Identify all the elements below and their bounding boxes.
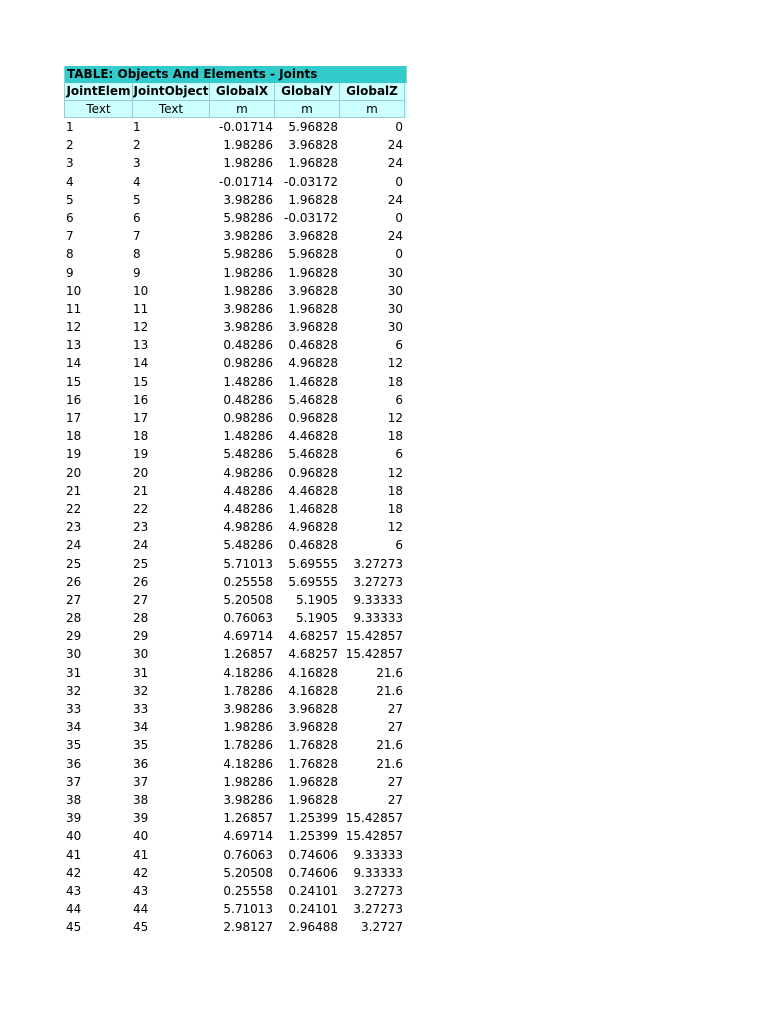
cell-globalx: 5.98286 bbox=[223, 247, 273, 262]
table-row bbox=[64, 773, 407, 791]
cell-jointobject: 3 bbox=[133, 156, 141, 171]
table-row bbox=[64, 173, 407, 191]
table-row bbox=[64, 755, 407, 773]
cell-jointelem: 27 bbox=[66, 592, 82, 607]
cell-globaly: 4.46828 bbox=[288, 483, 338, 498]
unit-jointobject: Text bbox=[133, 101, 210, 118]
table-row bbox=[64, 136, 407, 154]
table-row bbox=[64, 882, 407, 900]
table-row bbox=[64, 791, 407, 809]
cell-globalx: 4.18286 bbox=[223, 756, 273, 771]
cell-globalz: 27 bbox=[387, 702, 403, 716]
cell-globalx: 4.69714 bbox=[223, 629, 273, 644]
table-row bbox=[64, 500, 407, 518]
cell-globalz: 9.33333 bbox=[353, 592, 403, 607]
cell-jointobject: 19 bbox=[133, 447, 149, 462]
cell-globalx: 3.98286 bbox=[223, 702, 273, 716]
cell-globalx: 0.76063 bbox=[223, 611, 273, 626]
table-row bbox=[64, 609, 407, 627]
cell-globalz: 30 bbox=[387, 283, 403, 298]
table-row bbox=[64, 809, 407, 827]
cell-globaly: 5.1905 bbox=[296, 611, 338, 626]
cell-globalz: 6 bbox=[395, 447, 403, 462]
table-row bbox=[64, 482, 407, 500]
table-row bbox=[64, 645, 407, 663]
cell-globalz: 3.27273 bbox=[353, 556, 403, 571]
cell-globalx: 2.98127 bbox=[223, 920, 273, 935]
header-globalx: GlobalX bbox=[210, 83, 275, 101]
cell-globaly: 3.96828 bbox=[288, 702, 338, 716]
table-row bbox=[64, 682, 407, 700]
cell-globaly: 1.46828 bbox=[288, 374, 338, 389]
cell-globalx: 4.69714 bbox=[223, 829, 273, 844]
table-row bbox=[64, 573, 407, 591]
cell-globalz: 3.2727 bbox=[361, 920, 403, 935]
cell-jointobject: 9 bbox=[133, 265, 141, 280]
table-row bbox=[64, 864, 407, 882]
cell-globaly: 3.96828 bbox=[288, 320, 338, 335]
cell-globalz: 12 bbox=[387, 356, 403, 371]
cell-jointobject: 45 bbox=[133, 920, 149, 935]
cell-jointelem: 16 bbox=[66, 392, 82, 407]
cell-jointelem: 7 bbox=[66, 229, 74, 244]
cell-globaly: 4.96828 bbox=[288, 520, 338, 535]
cell-globalx: -0.01714 bbox=[219, 174, 273, 189]
cell-globalz: 30 bbox=[387, 320, 403, 335]
cell-globalx: 1.26857 bbox=[223, 647, 273, 662]
cell-globalx: 3.98286 bbox=[223, 792, 273, 807]
table-row bbox=[64, 591, 407, 609]
cell-globalz: 0 bbox=[395, 210, 403, 225]
table-row bbox=[64, 300, 407, 318]
cell-globaly: 1.96828 bbox=[288, 792, 338, 807]
header-row bbox=[64, 83, 407, 101]
cell-globaly: 4.46828 bbox=[288, 429, 338, 444]
cell-jointobject: 42 bbox=[133, 865, 149, 880]
table-row bbox=[64, 318, 407, 336]
table-row bbox=[64, 827, 407, 845]
cell-globalx: 3.98286 bbox=[223, 320, 273, 335]
cell-jointobject: 16 bbox=[133, 392, 149, 407]
cell-globaly: 1.76828 bbox=[288, 756, 338, 771]
header-globalz: GlobalZ bbox=[340, 83, 405, 101]
cell-globaly: 5.96828 bbox=[288, 247, 338, 262]
cell-globalx: 5.20508 bbox=[223, 592, 273, 607]
cell-globalz: 21.6 bbox=[376, 756, 403, 771]
cell-globalx: 5.98286 bbox=[223, 210, 273, 225]
unit-jointelem: Text bbox=[64, 101, 133, 118]
cell-jointobject: 18 bbox=[133, 429, 149, 444]
table-row bbox=[64, 191, 407, 209]
cell-jointelem: 39 bbox=[66, 811, 82, 826]
cell-globaly: 1.96828 bbox=[288, 774, 338, 789]
header-globaly: GlobalY bbox=[275, 83, 340, 101]
cell-globalz: 18 bbox=[387, 429, 403, 444]
cell-globaly: 4.68257 bbox=[288, 647, 338, 662]
cell-jointelem: 17 bbox=[66, 411, 82, 425]
table-row bbox=[64, 445, 407, 463]
cell-jointelem: 37 bbox=[66, 774, 82, 789]
cell-jointobject: 39 bbox=[133, 811, 149, 826]
table-row bbox=[64, 245, 407, 263]
cell-jointelem: 18 bbox=[66, 429, 82, 444]
cell-jointelem: 2 bbox=[66, 138, 74, 153]
cell-jointelem: 6 bbox=[66, 210, 74, 225]
cell-globalz: 24 bbox=[387, 138, 403, 153]
cell-globalx: 4.98286 bbox=[223, 465, 273, 480]
cell-globaly: 3.96828 bbox=[288, 229, 338, 244]
cell-jointobject: 26 bbox=[133, 574, 149, 589]
cell-jointelem: 42 bbox=[66, 865, 82, 880]
cell-globaly: 0.96828 bbox=[288, 465, 338, 480]
cell-globaly: 1.46828 bbox=[288, 501, 338, 516]
cell-globalz: 27 bbox=[387, 720, 403, 735]
cell-globaly: 1.96828 bbox=[288, 156, 338, 171]
cell-globalx: 5.20508 bbox=[223, 865, 273, 880]
cell-globalz: 21.6 bbox=[376, 665, 403, 680]
cell-jointobject: 34 bbox=[133, 720, 149, 735]
cell-globalz: 18 bbox=[387, 483, 403, 498]
cell-jointobject: 40 bbox=[133, 829, 149, 844]
cell-globaly: 0.96828 bbox=[288, 411, 338, 425]
table-title: TABLE: Objects And Elements - Joints bbox=[64, 66, 407, 83]
joints-table bbox=[64, 66, 407, 936]
cell-jointobject: 24 bbox=[133, 538, 149, 553]
cell-jointelem: 45 bbox=[66, 920, 82, 935]
cell-globalx: 1.98286 bbox=[223, 774, 273, 789]
cell-globalz: 15.42857 bbox=[345, 811, 403, 826]
cell-jointobject: 7 bbox=[133, 229, 141, 244]
cell-jointobject: 6 bbox=[133, 210, 141, 225]
header-jointobject: JointObject bbox=[133, 83, 210, 101]
cell-jointobject: 2 bbox=[133, 138, 141, 153]
table-row bbox=[64, 282, 407, 300]
cell-globalx: 1.98286 bbox=[223, 156, 273, 171]
cell-globalz: 9.33333 bbox=[353, 865, 403, 880]
table-row bbox=[64, 373, 407, 391]
cell-jointelem: 20 bbox=[66, 465, 82, 480]
cell-jointobject: 41 bbox=[133, 847, 149, 862]
cell-globalz: 12 bbox=[387, 411, 403, 425]
cell-jointelem: 26 bbox=[66, 574, 82, 589]
cell-globalx: 0.25558 bbox=[223, 574, 273, 589]
cell-jointelem: 22 bbox=[66, 501, 82, 516]
cell-jointobject: 30 bbox=[133, 647, 149, 662]
cell-jointobject: 11 bbox=[133, 301, 149, 316]
cell-globaly: 0.46828 bbox=[288, 338, 338, 353]
cell-jointelem: 10 bbox=[66, 283, 82, 298]
cell-globalx: 4.98286 bbox=[223, 520, 273, 535]
cell-globaly: 3.96828 bbox=[288, 138, 338, 153]
cell-jointelem: 41 bbox=[66, 847, 82, 862]
cell-jointelem: 25 bbox=[66, 556, 82, 571]
cell-jointelem: 11 bbox=[66, 301, 82, 316]
cell-globaly: 3.96828 bbox=[288, 283, 338, 298]
cell-jointelem: 29 bbox=[66, 629, 82, 644]
cell-globaly: 5.96828 bbox=[288, 120, 338, 134]
cell-jointobject: 1 bbox=[133, 120, 141, 134]
cell-globalx: 1.48286 bbox=[223, 374, 273, 389]
cell-jointobject: 43 bbox=[133, 883, 149, 898]
table-row bbox=[64, 409, 407, 427]
cell-globalx: 0.98286 bbox=[223, 356, 273, 371]
cell-globaly: 1.96828 bbox=[288, 301, 338, 316]
cell-jointobject: 37 bbox=[133, 774, 149, 789]
cell-globalx: 0.76063 bbox=[223, 847, 273, 862]
cell-jointelem: 15 bbox=[66, 374, 82, 389]
cell-jointelem: 35 bbox=[66, 738, 82, 753]
table-row bbox=[64, 264, 407, 282]
cell-jointobject: 35 bbox=[133, 738, 149, 753]
cell-jointobject: 29 bbox=[133, 629, 149, 644]
cell-jointelem: 38 bbox=[66, 792, 82, 807]
cell-globaly: 0.46828 bbox=[288, 538, 338, 553]
cell-jointelem: 19 bbox=[66, 447, 82, 462]
cell-globaly: 0.24101 bbox=[288, 902, 338, 917]
cell-jointobject: 44 bbox=[133, 902, 149, 917]
cell-globalx: 5.48286 bbox=[223, 447, 273, 462]
table-row bbox=[64, 536, 407, 554]
table-row bbox=[64, 700, 407, 718]
cell-jointelem: 44 bbox=[66, 902, 82, 917]
cell-globalx: 0.48286 bbox=[223, 338, 273, 353]
cell-globaly: -0.03172 bbox=[284, 174, 338, 189]
cell-jointelem: 34 bbox=[66, 720, 82, 735]
cell-jointobject: 13 bbox=[133, 338, 149, 353]
table-row bbox=[64, 227, 407, 245]
cell-globalx: 3.98286 bbox=[223, 229, 273, 244]
cell-jointobject: 14 bbox=[133, 356, 149, 371]
cell-jointobject: 23 bbox=[133, 520, 149, 535]
table-row bbox=[64, 718, 407, 736]
cell-globaly: 1.96828 bbox=[288, 265, 338, 280]
cell-globalx: 1.26857 bbox=[223, 811, 273, 826]
cell-jointelem: 24 bbox=[66, 538, 82, 553]
table-body bbox=[64, 118, 407, 936]
cell-jointobject: 36 bbox=[133, 756, 149, 771]
table-row bbox=[64, 664, 407, 682]
cell-globalx: 1.78286 bbox=[223, 683, 273, 698]
cell-jointobject: 20 bbox=[133, 465, 149, 480]
cell-jointobject: 33 bbox=[133, 702, 149, 716]
cell-globalz: 6 bbox=[395, 338, 403, 353]
cell-globalz: 6 bbox=[395, 392, 403, 407]
cell-globalz: 21.6 bbox=[376, 738, 403, 753]
cell-jointobject: 38 bbox=[133, 792, 149, 807]
cell-jointelem: 23 bbox=[66, 520, 82, 535]
cell-globaly: 0.24101 bbox=[288, 883, 338, 898]
cell-jointobject: 12 bbox=[133, 320, 149, 335]
cell-globalz: 15.42857 bbox=[345, 629, 403, 644]
table-row bbox=[64, 464, 407, 482]
cell-globalz: 9.33333 bbox=[353, 611, 403, 626]
cell-jointelem: 30 bbox=[66, 647, 82, 662]
cell-globalz: 6 bbox=[395, 538, 403, 553]
cell-globalz: 18 bbox=[387, 501, 403, 516]
table-row bbox=[64, 555, 407, 573]
cell-jointelem: 32 bbox=[66, 683, 82, 698]
cell-globalz: 3.27273 bbox=[353, 574, 403, 589]
unit-globalz: m bbox=[340, 101, 405, 118]
cell-jointobject: 8 bbox=[133, 247, 141, 262]
cell-jointobject: 15 bbox=[133, 374, 149, 389]
cell-globaly: 4.68257 bbox=[288, 629, 338, 644]
cell-jointelem: 1 bbox=[66, 120, 74, 134]
cell-jointobject: 10 bbox=[133, 283, 149, 298]
cell-jointelem: 43 bbox=[66, 883, 82, 898]
cell-globalx: 1.78286 bbox=[223, 738, 273, 753]
cell-globalz: 15.42857 bbox=[345, 647, 403, 662]
table-row bbox=[64, 209, 407, 227]
cell-globalz: 24 bbox=[387, 192, 403, 207]
cell-jointelem: 36 bbox=[66, 756, 82, 771]
cell-globalx: 0.25558 bbox=[223, 883, 273, 898]
cell-globalx: 0.48286 bbox=[223, 392, 273, 407]
cell-globaly: 1.25399 bbox=[288, 811, 338, 826]
cell-globalx: 1.98286 bbox=[223, 265, 273, 280]
cell-globalx: 1.98286 bbox=[223, 720, 273, 735]
cell-globaly: 1.76828 bbox=[288, 738, 338, 753]
cell-globalx: 4.18286 bbox=[223, 665, 273, 680]
cell-jointelem: 21 bbox=[66, 483, 82, 498]
cell-globaly: 1.96828 bbox=[288, 192, 338, 207]
cell-globalx: 0.98286 bbox=[223, 411, 273, 425]
table-row bbox=[64, 900, 407, 918]
table-row bbox=[64, 336, 407, 354]
table-row bbox=[64, 154, 407, 172]
cell-globalx: 4.48286 bbox=[223, 501, 273, 516]
cell-globalz: 24 bbox=[387, 156, 403, 171]
cell-jointobject: 25 bbox=[133, 556, 149, 571]
cell-globalz: 12 bbox=[387, 520, 403, 535]
cell-globalz: 30 bbox=[387, 301, 403, 316]
cell-jointobject: 21 bbox=[133, 483, 149, 498]
table-row bbox=[64, 846, 407, 864]
cell-jointelem: 12 bbox=[66, 320, 82, 335]
cell-globalx: 5.71013 bbox=[223, 902, 273, 917]
table-row bbox=[64, 354, 407, 372]
cell-globalx: 5.48286 bbox=[223, 538, 273, 553]
cell-globalx: 1.48286 bbox=[223, 429, 273, 444]
cell-globaly: 4.96828 bbox=[288, 356, 338, 371]
cell-globaly: 2.96488 bbox=[288, 920, 338, 935]
cell-jointobject: 31 bbox=[133, 665, 149, 680]
cell-jointelem: 28 bbox=[66, 611, 82, 626]
cell-globalz: 3.27273 bbox=[353, 883, 403, 898]
cell-globaly: -0.03172 bbox=[284, 210, 338, 225]
cell-globaly: 5.46828 bbox=[288, 392, 338, 407]
cell-jointobject: 32 bbox=[133, 683, 149, 698]
cell-globaly: 1.25399 bbox=[288, 829, 338, 844]
table-row bbox=[64, 736, 407, 754]
cell-globalz: 18 bbox=[387, 374, 403, 389]
cell-globalx: -0.01714 bbox=[219, 120, 273, 134]
cell-globalz: 0 bbox=[395, 120, 403, 134]
units-row bbox=[64, 101, 407, 118]
cell-globaly: 3.96828 bbox=[288, 720, 338, 735]
cell-globalz: 9.33333 bbox=[353, 847, 403, 862]
cell-globaly: 4.16828 bbox=[288, 683, 338, 698]
cell-jointelem: 3 bbox=[66, 156, 74, 171]
cell-globaly: 4.16828 bbox=[288, 665, 338, 680]
cell-globalz: 24 bbox=[387, 229, 403, 244]
cell-globalx: 4.48286 bbox=[223, 483, 273, 498]
cell-globaly: 5.69555 bbox=[288, 574, 338, 589]
cell-jointelem: 9 bbox=[66, 265, 74, 280]
cell-globalz: 12 bbox=[387, 465, 403, 480]
table-row bbox=[64, 918, 407, 936]
cell-jointelem: 8 bbox=[66, 247, 74, 262]
unit-globaly: m bbox=[275, 101, 340, 118]
table-row bbox=[64, 627, 407, 645]
header-jointelem: JointElem bbox=[64, 83, 133, 101]
cell-globalz: 27 bbox=[387, 774, 403, 789]
cell-jointobject: 5 bbox=[133, 192, 141, 207]
cell-jointelem: 31 bbox=[66, 665, 82, 680]
cell-globalx: 1.98286 bbox=[223, 283, 273, 298]
cell-globalz: 21.6 bbox=[376, 683, 403, 698]
cell-jointelem: 14 bbox=[66, 356, 82, 371]
table-row bbox=[64, 391, 407, 409]
cell-jointelem: 4 bbox=[66, 174, 74, 189]
cell-globalz: 27 bbox=[387, 792, 403, 807]
cell-globaly: 5.1905 bbox=[296, 592, 338, 607]
cell-jointobject: 28 bbox=[133, 611, 149, 626]
cell-globalx: 5.71013 bbox=[223, 556, 273, 571]
cell-globalz: 15.42857 bbox=[345, 829, 403, 844]
table-row bbox=[64, 518, 407, 536]
cell-jointelem: 13 bbox=[66, 338, 82, 353]
cell-jointobject: 27 bbox=[133, 592, 149, 607]
cell-jointobject: 17 bbox=[133, 411, 149, 425]
cell-globaly: 0.74606 bbox=[288, 847, 338, 862]
cell-globaly: 5.69555 bbox=[288, 556, 338, 571]
cell-globalx: 3.98286 bbox=[223, 301, 273, 316]
cell-globalx: 1.98286 bbox=[223, 138, 273, 153]
table-row bbox=[64, 427, 407, 445]
cell-globalz: 0 bbox=[395, 174, 403, 189]
cell-jointelem: 5 bbox=[66, 192, 74, 207]
cell-globaly: 0.74606 bbox=[288, 865, 338, 880]
cell-jointelem: 40 bbox=[66, 829, 82, 844]
cell-globaly: 5.46828 bbox=[288, 447, 338, 462]
cell-jointelem: 33 bbox=[66, 702, 82, 716]
cell-globalz: 3.27273 bbox=[353, 902, 403, 917]
unit-globalx: m bbox=[210, 101, 275, 118]
cell-globalx: 3.98286 bbox=[223, 192, 273, 207]
cell-globalz: 30 bbox=[387, 265, 403, 280]
cell-globalz: 0 bbox=[395, 247, 403, 262]
table-row bbox=[64, 118, 407, 136]
cell-jointobject: 22 bbox=[133, 501, 149, 516]
cell-jointobject: 4 bbox=[133, 174, 141, 189]
